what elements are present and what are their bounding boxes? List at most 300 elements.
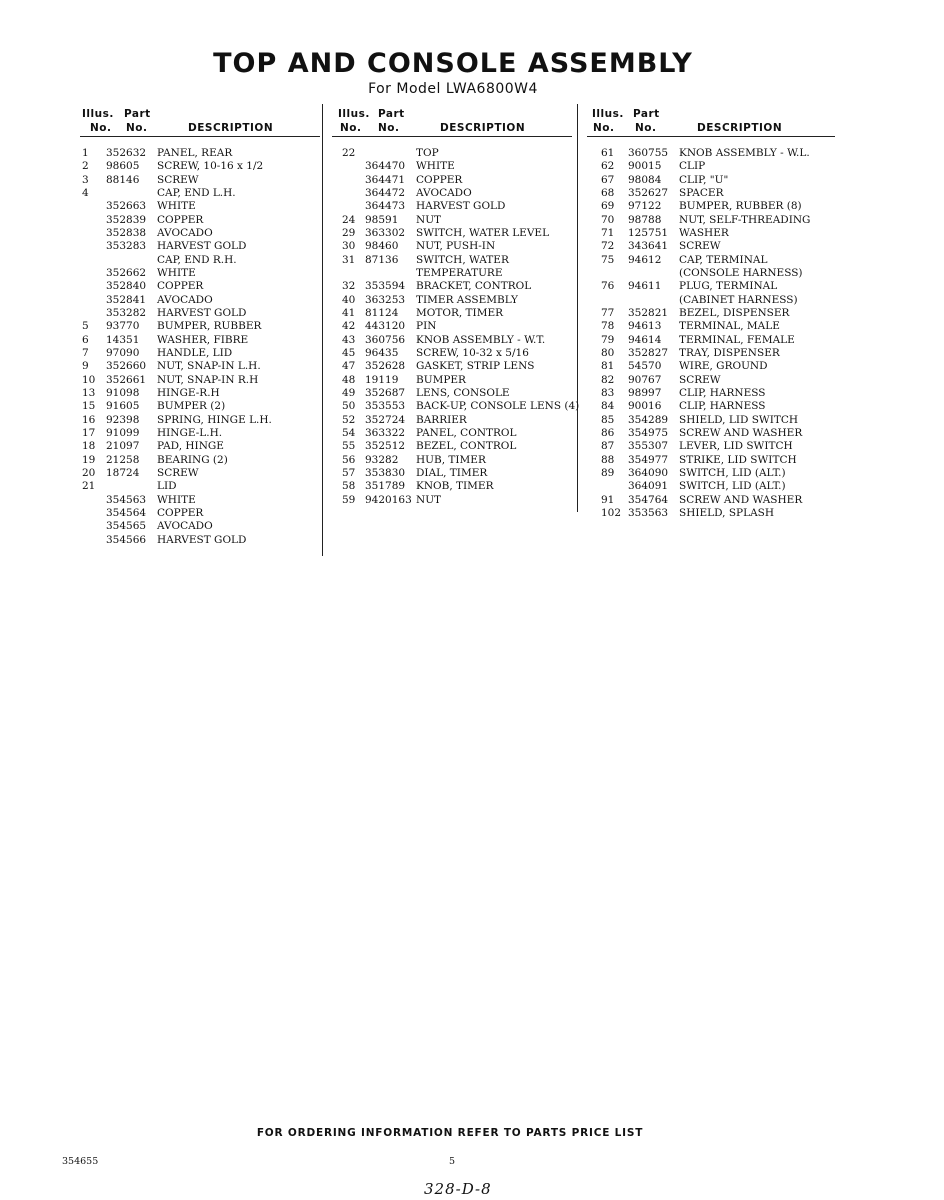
illus-number: 67 [601, 173, 615, 186]
part-description: TIMER ASSEMBLY [416, 293, 518, 306]
column-divider [577, 104, 578, 512]
part-number: 364471 [365, 173, 406, 186]
illus-number: 62 [601, 160, 615, 173]
parts-row [332, 347, 572, 360]
illus-number: 42 [342, 320, 356, 333]
illus-number: 88 [601, 453, 615, 466]
parts-row [332, 334, 572, 347]
part-number: 354566 [106, 533, 147, 546]
part-number: 354764 [628, 493, 669, 506]
parts-row [332, 400, 580, 413]
parts-row [332, 307, 572, 320]
illus-number: 91 [601, 493, 615, 506]
part-description: BEARING (2) [157, 453, 228, 466]
part-description: COPPER [157, 213, 204, 226]
illus-number: 4 [82, 186, 89, 199]
part-description: CLIP, HARNESS [679, 386, 766, 399]
part-number: 352628 [365, 360, 406, 373]
part-number: 355307 [628, 440, 669, 453]
parts-row [587, 307, 835, 320]
part-description: HARVEST GOLD [157, 240, 247, 253]
part-description: SWITCH, WATER [416, 253, 509, 266]
parts-row [587, 387, 835, 400]
illus-number: 40 [342, 293, 356, 306]
parts-row [80, 240, 320, 253]
illus-number: 83 [601, 386, 615, 399]
part-description: BARRIER [416, 413, 467, 426]
parts-row [80, 480, 320, 493]
illus-number: 30 [342, 240, 356, 253]
part-description: WHITE [157, 200, 196, 213]
illus-number: 77 [601, 306, 615, 319]
part-number: 364470 [365, 160, 406, 173]
parts-row [80, 267, 320, 280]
part-number: 88146 [106, 173, 140, 186]
parts-row [332, 174, 572, 187]
part-description: BRACKET, CONTROL [416, 280, 532, 293]
part-number: 352662 [106, 266, 147, 279]
parts-row [587, 440, 835, 453]
illus-number: 49 [342, 386, 356, 399]
part-description: PAD, HINGE [157, 440, 224, 453]
illus-number: 78 [601, 320, 615, 333]
part-number: 54570 [628, 360, 662, 373]
parts-row [332, 440, 572, 453]
part-description: SCREW AND WASHER [679, 493, 803, 506]
parts-row [80, 147, 320, 160]
illus-number: 24 [342, 213, 356, 226]
part-description: WHITE [416, 160, 455, 173]
part-number: 91099 [106, 426, 140, 439]
header-part: Part [378, 108, 405, 120]
parts-row [332, 160, 572, 173]
part-description: HINGE-R.H [157, 386, 220, 399]
parts-row [332, 427, 572, 440]
parts-row [80, 280, 320, 293]
illus-number: 16 [82, 413, 96, 426]
parts-row [80, 414, 320, 427]
part-description: SWITCH, LID (ALT.) [679, 466, 786, 479]
illus-number: 31 [342, 253, 356, 266]
part-number: 94613 [628, 320, 662, 333]
header-part: Part [124, 108, 151, 120]
part-number: 94612 [628, 253, 662, 266]
part-description: WASHER, FIBRE [157, 333, 249, 346]
part-description: SCREW, 10-16 x 1/2 [157, 160, 264, 173]
part-description: SCREW [157, 173, 199, 186]
parts-rows [587, 147, 835, 520]
illus-number: 52 [342, 413, 356, 426]
illus-number: 76 [601, 280, 615, 293]
part-description: SPRING, HINGE L.H. [157, 413, 272, 426]
part-number: 353283 [106, 240, 147, 253]
part-description: PANEL, REAR [157, 147, 233, 159]
part-number: 352827 [628, 346, 669, 359]
parts-row [332, 480, 572, 493]
part-number: 14351 [106, 333, 140, 346]
illus-number: 54 [342, 426, 356, 439]
part-number: 93770 [106, 320, 140, 333]
parts-rows [80, 147, 320, 547]
parts-row [332, 187, 572, 200]
parts-row [587, 254, 835, 267]
part-number: 354565 [106, 520, 147, 533]
part-number: 18724 [106, 466, 140, 479]
parts-row [80, 494, 320, 507]
header-part: Part [633, 108, 660, 120]
part-description: WHITE [157, 266, 196, 279]
parts-row [587, 227, 835, 240]
parts-row [587, 187, 835, 200]
part-number: 98605 [106, 160, 140, 173]
part-number: 97090 [106, 346, 140, 359]
column-divider [322, 104, 323, 556]
part-description: CAP, END L.H. [157, 186, 236, 199]
part-description: COPPER [416, 173, 463, 186]
part-number: 352627 [628, 186, 669, 199]
column-header-bottom [332, 120, 572, 137]
part-number: 352821 [628, 306, 669, 319]
part-number: 364473 [365, 200, 406, 213]
part-number: 94611 [628, 280, 662, 293]
illus-number: 48 [342, 373, 356, 386]
parts-row [332, 320, 572, 333]
parts-row [80, 294, 320, 307]
part-number: 90016 [628, 400, 662, 413]
part-description: TOP [416, 147, 439, 159]
page-title: TOP AND CONSOLE ASSEMBLY [213, 48, 693, 79]
part-number: 353563 [628, 506, 669, 519]
parts-row [80, 520, 320, 533]
part-number: 352632 [106, 147, 147, 159]
illus-number: 13 [82, 386, 96, 399]
part-description: COPPER [157, 280, 204, 293]
part-number: 354564 [106, 506, 147, 519]
part-description: MOTOR, TIMER [416, 306, 504, 319]
parts-row [587, 427, 835, 440]
illus-number: 87 [601, 440, 615, 453]
illus-number: 102 [601, 506, 622, 519]
part-number: 90767 [628, 373, 662, 386]
part-description: COPPER [157, 506, 204, 519]
illus-number: 86 [601, 426, 615, 439]
illus-number: 32 [342, 280, 356, 293]
part-description: HUB, TIMER [416, 453, 486, 466]
part-number: 363302 [365, 226, 406, 239]
parts-row [332, 267, 572, 280]
parts-row [587, 320, 835, 333]
part-description: WHITE [157, 493, 196, 506]
parts-row [332, 240, 572, 253]
illus-number: 29 [342, 226, 356, 239]
part-number: 98084 [628, 173, 662, 186]
part-number: 352660 [106, 360, 147, 373]
part-description: CAP, END R.H. [157, 253, 237, 266]
part-description: BACK-UP, CONSOLE LENS (4) [416, 400, 580, 413]
parts-row [332, 227, 572, 240]
illus-number: 17 [82, 426, 96, 439]
part-description: (CONSOLE HARNESS) [679, 266, 803, 279]
parts-row [332, 214, 572, 227]
part-description: PLUG, TERMINAL [679, 280, 778, 293]
parts-row [80, 534, 320, 547]
parts-row [587, 414, 835, 427]
part-description: LEVER, LID SWITCH [679, 440, 793, 453]
parts-row [80, 254, 320, 267]
part-description: HANDLE, LID [157, 346, 233, 359]
part-description: NUT [416, 213, 442, 226]
part-number: 353553 [365, 400, 406, 413]
illus-number: 84 [601, 400, 615, 413]
part-description: NUT, SNAP-IN R.H [157, 373, 259, 386]
part-description: NUT, SNAP-IN L.H. [157, 360, 261, 373]
parts-row [587, 294, 835, 307]
illus-number: 22 [342, 147, 356, 159]
part-number: 443120 [365, 320, 406, 333]
part-description: DIAL, TIMER [416, 466, 488, 479]
parts-row [80, 467, 320, 480]
part-description: SCREW [157, 466, 199, 479]
illus-number: 89 [601, 466, 615, 479]
part-number: 91605 [106, 400, 140, 413]
parts-row [587, 360, 835, 373]
ordering-info-footer: FOR ORDERING INFORMATION REFER TO PARTS PRICE LIST [256, 1127, 644, 1139]
illus-number: 75 [601, 253, 615, 266]
illus-number: 7 [82, 346, 89, 359]
illus-number: 82 [601, 373, 615, 386]
part-description: HARVEST GOLD [157, 533, 247, 546]
header-part-no: No. [635, 122, 657, 134]
part-description: LID [157, 480, 177, 493]
part-number: 96435 [365, 346, 399, 359]
parts-row [80, 320, 320, 333]
part-description: LENS, CONSOLE [416, 386, 510, 399]
part-number: 364091 [628, 480, 669, 493]
part-number: 352838 [106, 226, 147, 239]
part-description: WASHER [679, 226, 729, 239]
part-description: AVOCADO [416, 186, 472, 199]
parts-row [332, 454, 572, 467]
part-number: 363253 [365, 293, 406, 306]
header-description: DESCRIPTION [188, 122, 274, 134]
parts-row [587, 400, 835, 413]
part-number: 353282 [106, 306, 147, 319]
parts-rows [332, 147, 580, 507]
column-header-top [587, 106, 835, 120]
parts-row [587, 374, 835, 387]
parts-row [332, 360, 572, 373]
illus-number: 20 [82, 466, 96, 479]
illus-number: 79 [601, 333, 615, 346]
parts-column-3 [587, 106, 835, 520]
page-subtitle: For Model LWA6800W4 [368, 81, 538, 97]
header-description: DESCRIPTION [440, 122, 526, 134]
parts-row [587, 200, 835, 213]
parts-row [587, 280, 835, 293]
parts-row [587, 240, 835, 253]
part-number: 364090 [628, 466, 669, 479]
part-description: PIN [416, 320, 437, 333]
parts-row [80, 227, 320, 240]
part-number: 125751 [628, 226, 669, 239]
illus-number: 18 [82, 440, 96, 453]
part-description: NUT, PUSH-IN [416, 240, 496, 253]
column-header-top [332, 106, 572, 120]
part-number: 354977 [628, 453, 669, 466]
part-number: 353830 [365, 466, 406, 479]
parts-row [332, 467, 572, 480]
part-description: (CABINET HARNESS) [679, 293, 798, 306]
part-description: SHIELD, LID SWITCH [679, 413, 799, 426]
part-description: PANEL, CONTROL [416, 426, 517, 439]
part-description: STRIKE, LID SWITCH [679, 453, 797, 466]
part-description: WIRE, GROUND [679, 360, 768, 373]
part-number: 352840 [106, 280, 147, 293]
part-number: 87136 [365, 253, 399, 266]
part-description: TEMPERATURE [416, 266, 503, 279]
document-number: 354655 [62, 1156, 99, 1167]
parts-row [80, 214, 320, 227]
part-number: 91098 [106, 386, 140, 399]
illus-number: 81 [601, 360, 615, 373]
header-illus: Illus. [82, 108, 114, 120]
parts-row [587, 494, 835, 507]
header-illus: Illus. [592, 108, 624, 120]
parts-row [587, 214, 835, 227]
parts-column-2 [332, 106, 580, 507]
part-number: 90015 [628, 160, 662, 173]
parts-row [332, 294, 572, 307]
part-description: CLIP, "U" [679, 173, 729, 186]
part-description: SCREW AND WASHER [679, 426, 803, 439]
illus-number: 85 [601, 413, 615, 426]
parts-row [587, 147, 835, 160]
illus-number: 3 [82, 173, 89, 186]
column-header-bottom [587, 120, 835, 137]
column-header-top [80, 106, 320, 120]
part-description: SCREW [679, 240, 721, 253]
parts-row [80, 334, 320, 347]
parts-row [587, 347, 835, 360]
illus-number: 69 [601, 200, 615, 213]
parts-row [332, 387, 572, 400]
illus-number: 80 [601, 346, 615, 359]
parts-row [332, 254, 572, 267]
part-description: SCREW [679, 373, 721, 386]
illus-number: 15 [82, 400, 96, 413]
part-description: GASKET, STRIP LENS [416, 360, 535, 373]
parts-row [80, 507, 320, 520]
parts-row [80, 307, 320, 320]
parts-row [587, 467, 835, 480]
part-description: BUMPER (2) [157, 400, 226, 413]
part-description: SWITCH, WATER LEVEL [416, 226, 550, 239]
parts-row [80, 347, 320, 360]
parts-row [80, 427, 320, 440]
illus-number: 19 [82, 453, 96, 466]
parts-row [80, 400, 320, 413]
part-number: 81124 [365, 306, 399, 319]
illus-number: 41 [342, 306, 356, 319]
parts-row [332, 374, 572, 387]
part-number: 363322 [365, 426, 406, 439]
part-description: BUMPER [416, 373, 466, 386]
part-description: AVOCADO [157, 293, 213, 306]
part-description: AVOCADO [157, 520, 213, 533]
illus-number: 57 [342, 466, 356, 479]
illus-number: 45 [342, 346, 356, 359]
parts-row [587, 480, 835, 493]
part-number: 98997 [628, 386, 662, 399]
illus-number: 21 [82, 480, 96, 493]
part-description: TRAY, DISPENSER [679, 346, 780, 359]
illus-number: 43 [342, 333, 356, 346]
illus-number: 1 [82, 147, 89, 159]
part-number: 352663 [106, 200, 147, 213]
part-description: BEZEL, DISPENSER [679, 306, 790, 319]
part-number: 354563 [106, 493, 147, 506]
part-number: 19119 [365, 373, 399, 386]
parts-row [80, 454, 320, 467]
part-number: 352661 [106, 373, 147, 386]
part-number: 98460 [365, 240, 399, 253]
illus-number: 61 [601, 147, 615, 159]
header-description: DESCRIPTION [697, 122, 783, 134]
parts-row [80, 160, 320, 173]
header-no: No. [593, 122, 615, 134]
part-description: KNOB ASSEMBLY - W.L. [679, 147, 810, 159]
part-number: 93282 [365, 453, 399, 466]
handwritten-note: 328-D-8 [424, 1180, 492, 1198]
part-number: 352687 [365, 386, 406, 399]
parts-row [332, 147, 572, 160]
part-description: KNOB ASSEMBLY - W.T. [416, 333, 546, 346]
part-number: 9420163 [365, 493, 412, 506]
part-description: HARVEST GOLD [416, 200, 506, 213]
illus-number: 10 [82, 373, 96, 386]
illus-number: 58 [342, 480, 356, 493]
header-part-no: No. [378, 122, 400, 134]
part-description: BUMPER, RUBBER (8) [679, 200, 802, 213]
illus-number: 56 [342, 453, 356, 466]
part-number: 343641 [628, 240, 669, 253]
parts-column-1 [80, 106, 320, 547]
part-number: 94614 [628, 333, 662, 346]
part-number: 352512 [365, 440, 406, 453]
part-number: 351789 [365, 480, 406, 493]
part-description: HINGE-L.H. [157, 426, 223, 439]
illus-number: 72 [601, 240, 615, 253]
parts-row [80, 174, 320, 187]
parts-row [587, 174, 835, 187]
part-description: SWITCH, LID (ALT.) [679, 480, 786, 493]
part-description: BEZEL, CONTROL [416, 440, 517, 453]
illus-number: 47 [342, 360, 356, 373]
part-number: 360755 [628, 147, 669, 159]
page-number: 5 [449, 1156, 456, 1167]
illus-number: 2 [82, 160, 89, 173]
header-part-no: No. [126, 122, 148, 134]
part-description: CAP, TERMINAL [679, 253, 768, 266]
part-description: NUT [416, 493, 442, 506]
parts-row [587, 334, 835, 347]
part-description: SCREW, 10-32 x 5/16 [416, 346, 529, 359]
part-description: TERMINAL, MALE [679, 320, 780, 333]
part-number: 21258 [106, 453, 140, 466]
part-number: 98788 [628, 213, 662, 226]
parts-row [332, 494, 572, 507]
header-illus: Illus. [338, 108, 370, 120]
